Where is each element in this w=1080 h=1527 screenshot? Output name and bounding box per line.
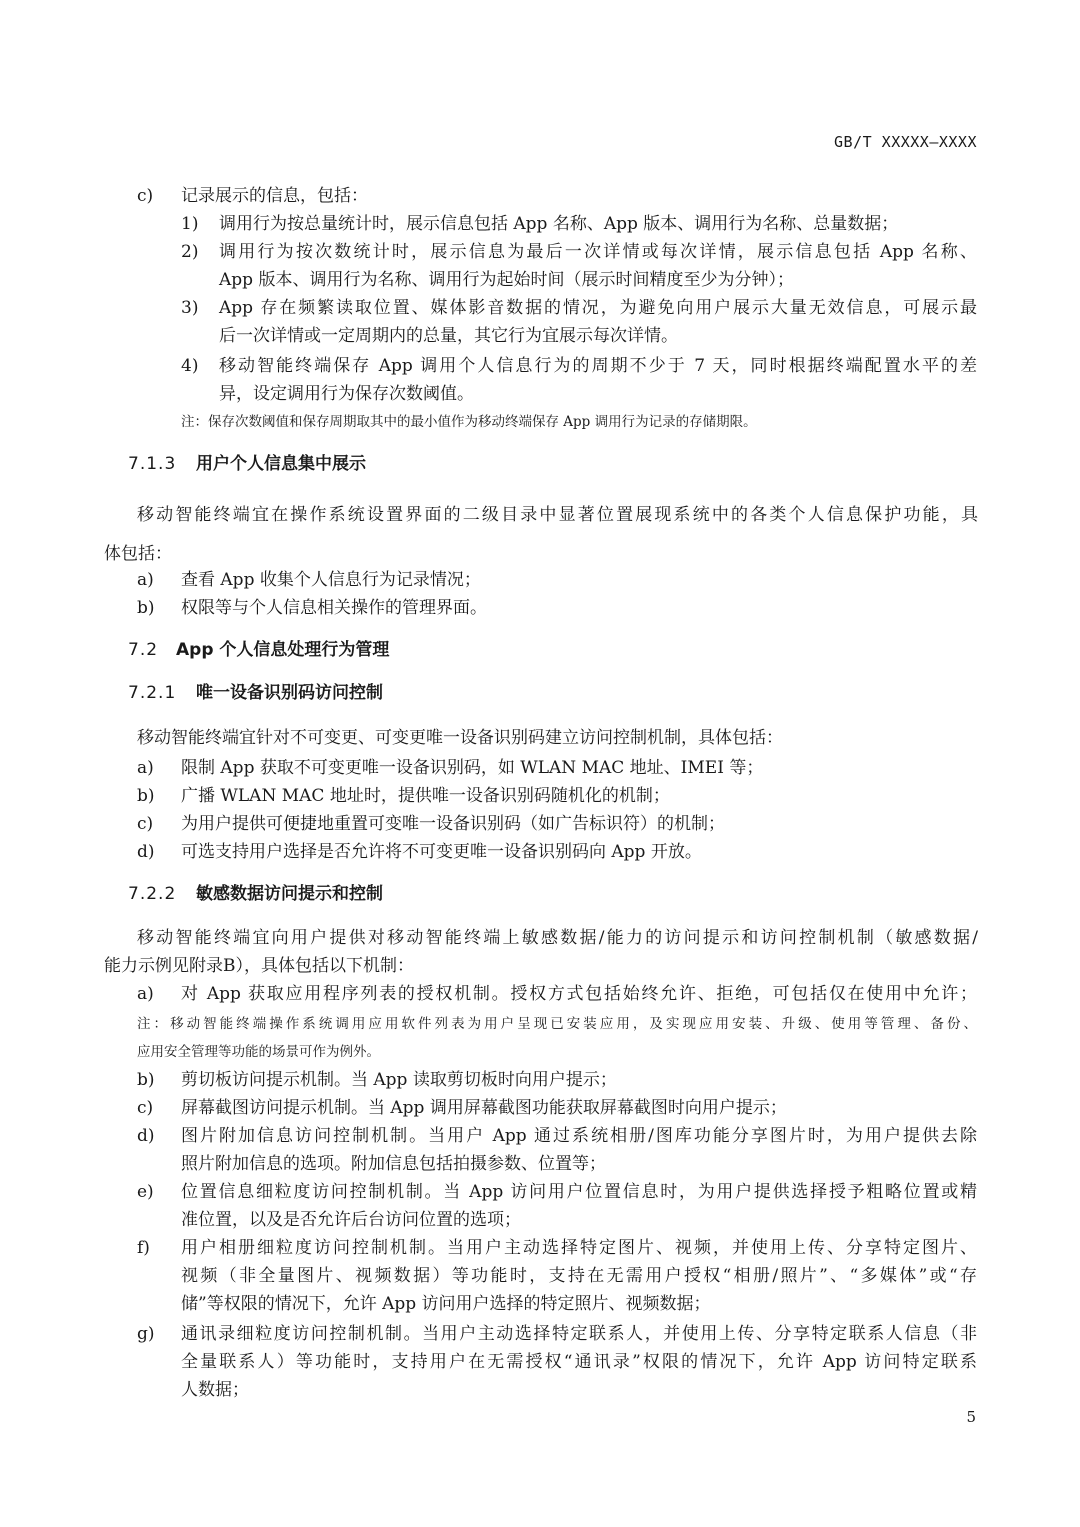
sublist-item-text: 调用行为按次数统计时，展示信息为最后一次详情或每次详情，展示信息包括 App 名称、	[219, 242, 977, 262]
list-marker: f)	[137, 1238, 150, 1258]
section-number: 7.2	[128, 640, 159, 660]
list-marker: a)	[137, 984, 154, 1004]
list-marker: a)	[137, 570, 154, 590]
list-marker: d)	[137, 1126, 155, 1146]
page-number: 5	[966, 1408, 976, 1426]
note	[137, 1012, 977, 1036]
sublist-item-text: 异，设定调用行为保存次数阈值。	[219, 384, 474, 404]
list-item-text: 准位置，以及是否允许后台访问位置的选项；	[181, 1210, 521, 1230]
list-item-text: 限制 App 获取不可变更唯一设备识别码，如 WLAN MAC 地址、IMEI 等；	[181, 758, 764, 778]
list-marker: a)	[137, 758, 154, 778]
sublist-item-text: App 版本、调用行为名称、调用行为起始时间（展示时间精度至少为分钟）；	[219, 270, 794, 290]
list-item-title: 记录展示的信息，包括：	[181, 186, 368, 206]
list-item-text: 照片附加信息的选项。附加信息包括拍摄参数、位置等；	[181, 1154, 606, 1174]
note-label: 注：	[181, 414, 208, 430]
list-marker: c)	[137, 1098, 154, 1118]
list-item-text: 可选支持用户选择是否允许将不可变更唯一设备识别码向 App 开放。	[181, 842, 702, 862]
note	[181, 410, 757, 434]
sublist-marker: 1)	[181, 214, 199, 234]
section-title: 用户个人信息集中展示	[196, 454, 366, 474]
note-text: 移动智能终端操作系统调用应用软件列表为用户呈现已安装应用，及实现应用安装、升级、使用等管理、备份、	[170, 1016, 978, 1032]
section-number: 7.2.1	[128, 683, 177, 703]
list-marker: b)	[137, 598, 155, 618]
note-label: 注：	[137, 1016, 171, 1032]
note-text: 保存次数阈值和保存周期取其中的最小值作为移动终端保存 App 调用行为记录的存储期限。	[208, 414, 757, 430]
list-item-text: 全量联系人）等功能时，支持用户在无需授权“通讯录”权限的情况下，允许 App 访问特定联系	[181, 1352, 977, 1372]
list-marker: e)	[137, 1182, 154, 1202]
list-item-text: 对 App 获取应用程序列表的授权机制。授权方式包括始终允许、拒绝，可包括仅在使用中允许；	[181, 984, 977, 1004]
sublist-item-text: App 存在频繁读取位置、媒体影音数据的情况，为避免向用户展示大量无效信息，可展示最	[219, 298, 977, 318]
paragraph: 能力示例见附录B），具体包括以下机制：	[104, 956, 414, 976]
paragraph: 移动智能终端宜针对不可变更、可变更唯一设备识别码建立访问控制机制，具体包括：	[137, 728, 783, 748]
list-item-text: 权限等与个人信息相关操作的管理界面。	[181, 598, 487, 618]
section-heading	[128, 681, 383, 705]
document-code: GB/T XXXXX—XXXX	[834, 133, 977, 151]
sublist-marker: 4)	[181, 356, 199, 376]
section-heading	[128, 638, 389, 662]
section-title: 唯一设备识别码访问控制	[196, 683, 383, 703]
list-item-text: 广播 WLAN MAC 地址时，提供唯一设备识别码随机化的机制；	[181, 786, 670, 806]
list-item-text: 位置信息细粒度访问控制机制。当 App 访问用户位置信息时，为用户提供选择授予粗略位置或精	[181, 1182, 977, 1202]
list-marker: d)	[137, 842, 155, 862]
sublist-item-text: 调用行为按总量统计时，展示信息包括 App 名称、App 版本、调用行为名称、总量数据；	[219, 214, 899, 234]
list-item-text: 剪切板访问提示机制。当 App 读取剪切板时向用户提示；	[181, 1070, 617, 1090]
sublist-item-text: 移动智能终端保存 App 调用个人信息行为的周期不少于 7 天，同时根据终端配置水平的差	[219, 356, 977, 376]
list-item-text: 屏幕截图访问提示机制。当 App 调用屏幕截图功能获取屏幕截图时向用户提示；	[181, 1098, 787, 1118]
list-marker: b)	[137, 786, 155, 806]
note-text: 应用安全管理等功能的场景可作为例外。	[137, 1044, 380, 1060]
section-title: App 个人信息处理行为管理	[176, 640, 390, 660]
section-heading	[128, 452, 366, 476]
list-item-text: 为用户提供可便捷地重置可变唯一设备识别码（如广告标识符）的机制；	[181, 814, 725, 834]
list-marker: b)	[137, 1070, 155, 1090]
paragraph: 移动智能终端宜在操作系统设置界面的二级目录中显著位置展现系统中的各类个人信息保护功能，具	[137, 505, 978, 525]
list-item-text: 人数据；	[181, 1380, 249, 1400]
list-marker: c)	[137, 186, 154, 206]
section-number: 7.1.3	[128, 454, 177, 474]
list-item-text: 图片附加信息访问控制机制。当用户 App 通过系统相册/图库功能分享图片时，为用户提供去除	[181, 1126, 977, 1146]
list-item-text: 视频（非全量图片、视频数据）等功能时，支持在无需用户授权“相册/照片”、“多媒体”或“存	[181, 1266, 977, 1286]
sublist-marker: 2)	[181, 242, 199, 262]
list-item-text: 储”等权限的情况下，允许 App 访问用户选择的特定照片、视频数据；	[181, 1294, 711, 1314]
section-title: 敏感数据访问提示和控制	[196, 884, 383, 904]
paragraph: 体包括：	[104, 544, 172, 564]
list-item-text: 查看 App 收集个人信息行为记录情况；	[181, 570, 481, 590]
section-number: 7.2.2	[128, 884, 177, 904]
sublist-marker: 3)	[181, 298, 199, 318]
sublist-item-text: 后一次详情或一定周期内的总量，其它行为宜展示每次详情。	[219, 326, 678, 346]
list-item-text: 用户相册细粒度访问控制机制。当用户主动选择特定图片、视频，并使用上传、分享特定图片、	[181, 1238, 977, 1258]
section-heading	[128, 882, 383, 906]
list-marker: g)	[137, 1324, 155, 1344]
list-marker: c)	[137, 814, 154, 834]
paragraph: 移动智能终端宜向用户提供对移动智能终端上敏感数据/能力的访问提示和访问控制机制（敏感数据/	[137, 928, 978, 948]
list-item-text: 通讯录细粒度访问控制机制。当用户主动选择特定联系人，并使用上传、分享特定联系人信息（非	[181, 1324, 977, 1344]
